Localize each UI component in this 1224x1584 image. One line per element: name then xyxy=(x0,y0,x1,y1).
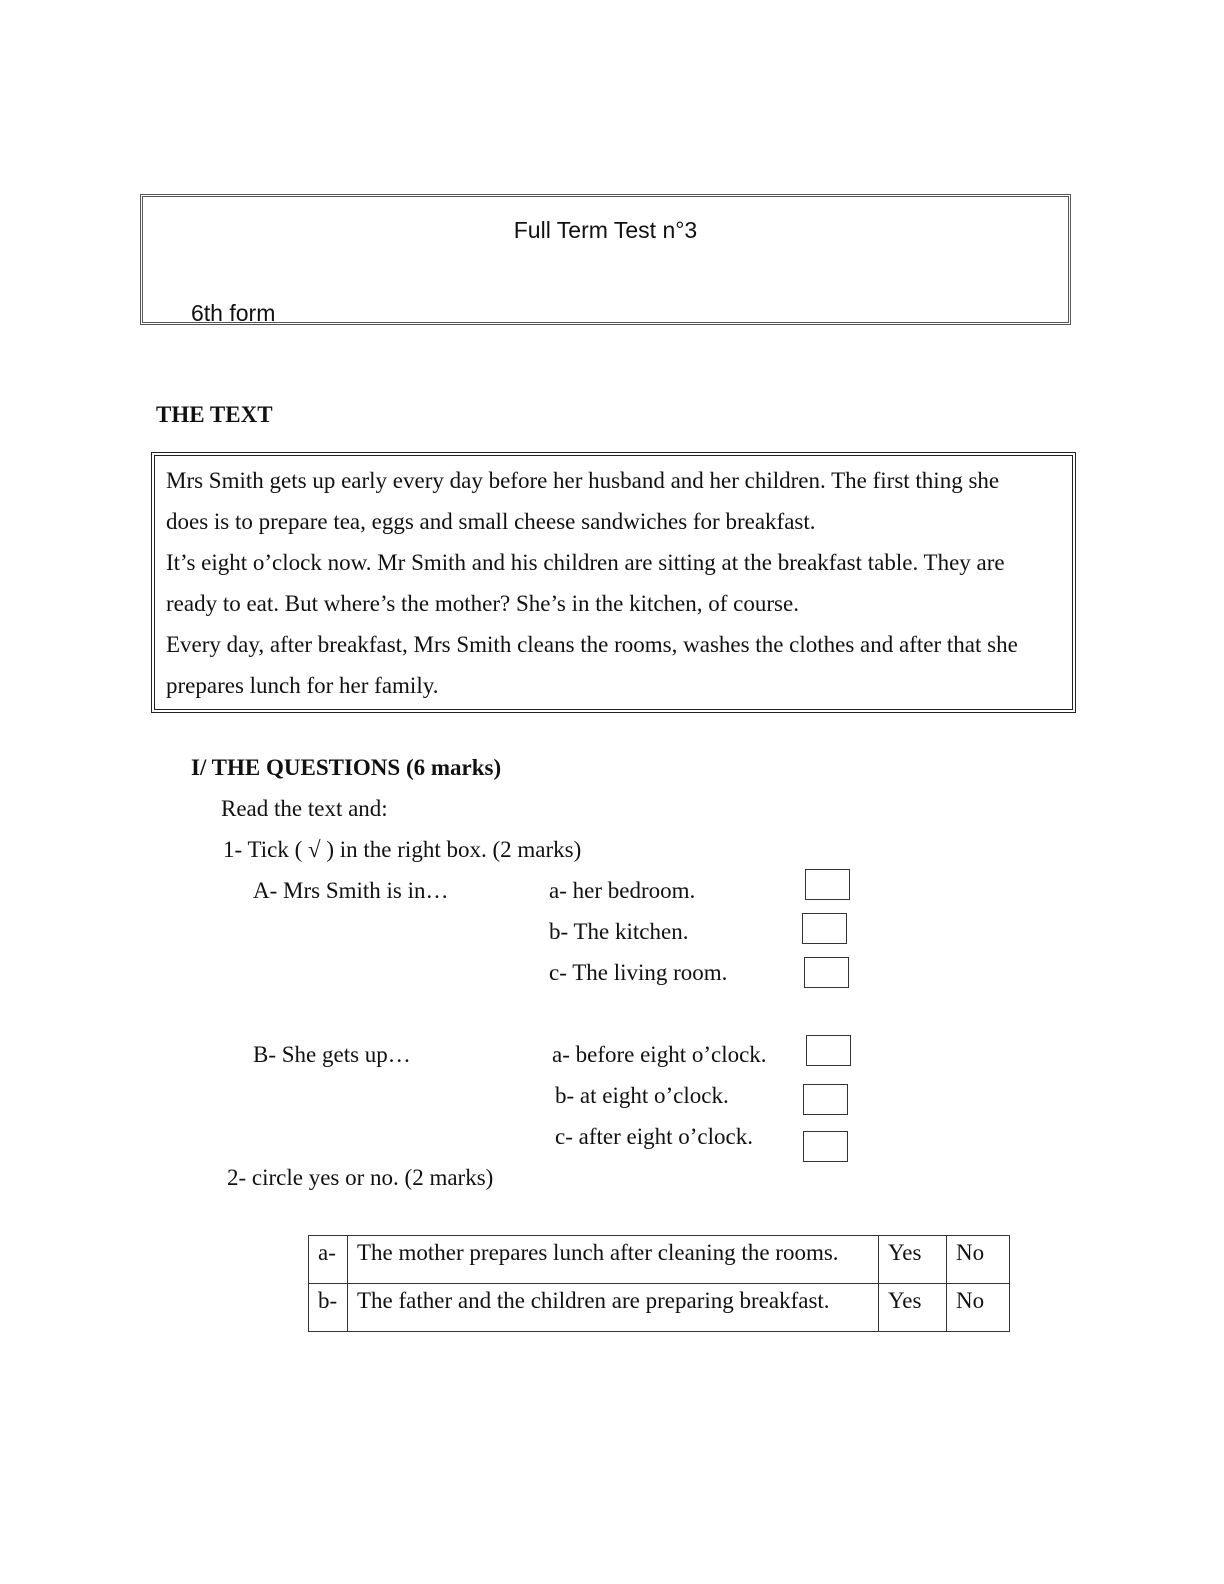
passage-line: ready to eat. But where’s the mother? She’s in the kitchen, of course. xyxy=(166,591,799,616)
row-statement: The father and the children are preparing breakfast. xyxy=(348,1284,879,1332)
passage-line: Every day, after breakfast, Mrs Smith cleans the rooms, washes the clothes and after that she xyxy=(166,632,1018,657)
option-1a-c: c- The living room. xyxy=(549,960,728,985)
questions-heading: I/ THE QUESTIONS (6 marks) xyxy=(191,755,502,780)
test-header-box xyxy=(140,194,1071,325)
table-row xyxy=(309,1284,1010,1332)
option-1a-a: a- her bedroom. xyxy=(549,878,696,903)
option-1b-b: b- at eight o’clock. xyxy=(555,1083,729,1108)
tick-box-1a-a[interactable] xyxy=(805,869,850,900)
row-statement: The mother prepares lunch after cleaning the rooms. xyxy=(348,1236,879,1284)
question-1b-stem: B- She gets up… xyxy=(253,1042,411,1067)
passage-line: does is to prepare tea, eggs and small cheese sandwiches for breakfast. xyxy=(166,509,816,534)
row-letter: a- xyxy=(309,1236,348,1284)
questions-instruction: Read the text and: xyxy=(221,796,388,821)
test-title: Full Term Test n°3 xyxy=(513,217,698,243)
table-row xyxy=(309,1236,1010,1284)
passage-line: prepares lunch for her family. xyxy=(166,673,439,698)
tick-box-1a-c[interactable] xyxy=(804,957,849,988)
no-option[interactable]: No xyxy=(947,1284,1010,1332)
yes-option[interactable]: Yes xyxy=(879,1284,947,1332)
yes-option[interactable]: Yes xyxy=(879,1236,947,1284)
yes-no-table xyxy=(308,1235,1010,1332)
tick-box-1b-c[interactable] xyxy=(803,1131,848,1162)
form-level: 6th form xyxy=(191,300,276,326)
tick-box-1b-b[interactable] xyxy=(803,1084,848,1115)
option-1a-b: b- The kitchen. xyxy=(549,919,689,944)
question-2-label: 2- circle yes or no. (2 marks) xyxy=(227,1165,494,1190)
tick-box-1a-b[interactable] xyxy=(802,913,847,944)
passage-line: Mrs Smith gets up early every day before her husband and her children. The first thing she xyxy=(166,468,1000,493)
question-1a-stem: A- Mrs Smith is in… xyxy=(253,878,449,903)
no-option[interactable]: No xyxy=(947,1236,1010,1284)
option-1b-a: a- before eight o’clock. xyxy=(552,1042,767,1067)
passage-line: It’s eight o’clock now. Mr Smith and his children are sitting at the breakfast table. They are xyxy=(166,550,1005,575)
row-letter: b- xyxy=(309,1284,348,1332)
text-heading: THE TEXT xyxy=(156,402,273,427)
reading-passage xyxy=(151,452,1076,713)
option-1b-c: c- after eight o’clock. xyxy=(555,1124,753,1149)
tick-box-1b-a[interactable] xyxy=(806,1035,851,1066)
question-1-label: 1- Tick ( √ ) in the right box. (2 marks) xyxy=(223,837,582,862)
